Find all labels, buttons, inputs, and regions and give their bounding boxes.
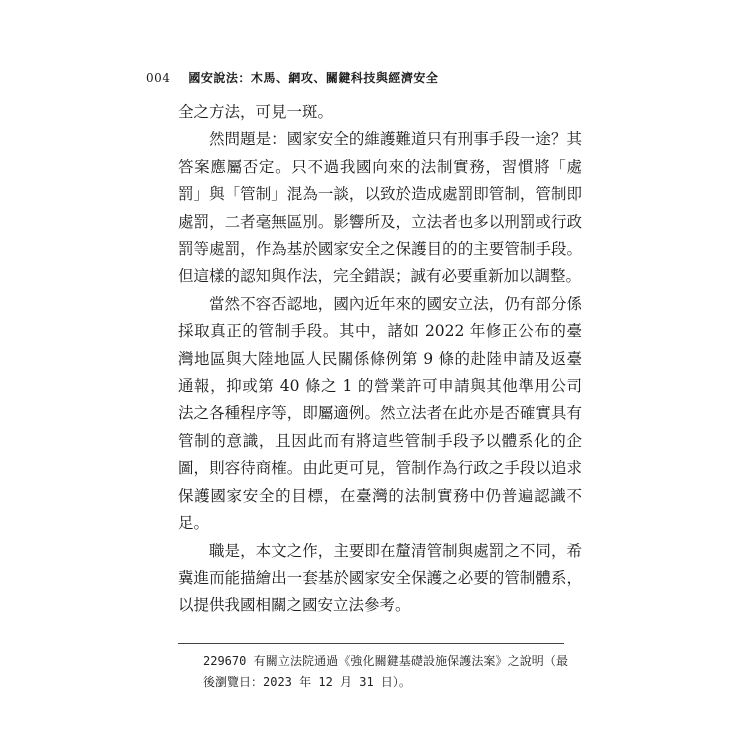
footnote: 229670 有關立法院通過《強化關鍵基礎設施保護法案》之說明（最後瀏覽日：2023 年 12 月 31 日）。 (203, 654, 568, 689)
body-text (178, 99, 582, 620)
paragraph: 職是，本文之作，主要即在釐清管制與處罰之不同，希冀進而能描繪出一套基於國家安全保護之必要的管制體系，以提供我國相關之國安立法參考。 (178, 541, 582, 615)
running-head (146, 69, 438, 86)
page-number: 004 (146, 71, 171, 85)
footnote-divider (178, 643, 564, 644)
paragraph-continuation: 全之方法，可見一斑。 (178, 103, 334, 121)
book-title: 國安說法：木馬、網攻、關鍵科技與經濟安全 (188, 71, 439, 85)
paragraph: 然問題是：國家安全的維護難道只有刑事手段一途？其答案應屬否定。只不過我國向來的法制實務，習慣將「處罰」與「管制」混為一談，以致於造成處罰即管制，管制即處罰，二者毫無區別。影響所及，立法者也多以刑罰或行政罰等處罰，作為基於國家安全之保護目的的主要管制手段。但這樣的認知與作法，完全錯誤；誠有必要重新加以調整。 (178, 130, 582, 286)
paragraph: 當然不容否認地，國內近年來的國安立法，仍有部分係採取真正的管制手段。其中，諸如 2022 年修正公布的臺灣地區與大陸地區人民關係條例第 9 條的赴陸申請及返臺通報，抑或第 40 條之 1 的營業許可申請與其他準用公司法之各種程序等，即屬適例。然立法者在此亦是否確實具有管制的意識，且因此而有將這些管制手段予以體系化的企圖，則容待商榷。由此更可見，管制作為行政之手段以追求保護國家安全的目標，在臺灣的法制實務中仍普遍認識不足。 (178, 294, 582, 533)
